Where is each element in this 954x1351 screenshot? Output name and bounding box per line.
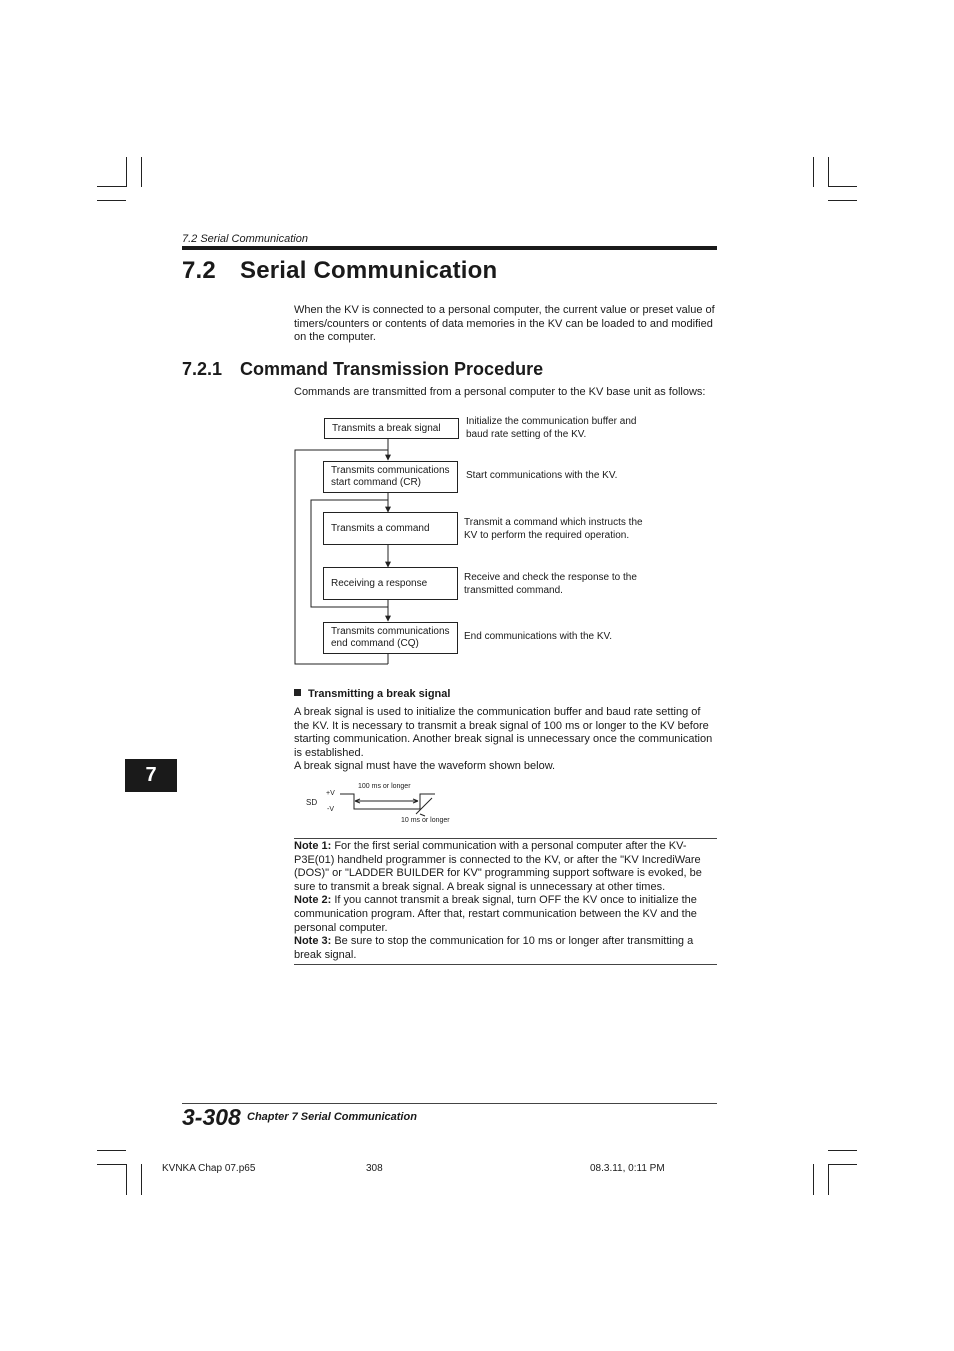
flow-step-description	[464, 517, 643, 542]
inner-loop-line	[311, 500, 388, 607]
note-1	[294, 840, 718, 894]
flow-step-label: start command (CR)	[331, 477, 422, 488]
section-number: 7.2	[182, 257, 216, 284]
page-number: 3-308	[182, 1104, 241, 1130]
notes-block	[294, 840, 718, 962]
intro-paragraph: When the KV is connected to a personal computer, the current value or preset value of timers/counters or contents of data memories in the KV can be loaded to and modified on the computer.	[294, 304, 715, 344]
waveform-duration-top: 100 ms or longer	[358, 783, 411, 790]
crop-mark	[126, 157, 127, 187]
waveform-note: A break signal must have the waveform shown below.	[294, 760, 556, 773]
chapter-tab: 7	[125, 759, 177, 792]
break-signal-heading-text: Transmitting a break signal	[308, 688, 451, 700]
procedure-intro: Commands are transmitted from a personal computer to the KV base unit as follows:	[294, 386, 706, 398]
waveform-plus-v-label: +V	[326, 790, 335, 797]
note-text: Be sure to stop the communication for 10 ms or longer after transmitting a break signal.	[294, 935, 694, 961]
crop-mark	[828, 200, 857, 201]
flow-step-end-command	[323, 622, 458, 654]
flow-step-description	[464, 631, 612, 644]
crop-mark	[126, 1164, 127, 1195]
crop-mark	[828, 157, 829, 187]
break-signal-paragraph: A break signal is used to initialize the communication buffer and baud rate setting of the KV. It is necessary to transmit a break signal of 100 ms or longer to the KV before starting communication. Another break signal is unnecessary once the communication is established.	[294, 706, 713, 759]
subsection-title	[182, 359, 543, 380]
flow-step-start-command	[323, 461, 458, 493]
note-label: Note 3:	[294, 935, 332, 948]
crop-mark	[828, 1150, 857, 1151]
flow-step-description	[466, 470, 617, 483]
crop-mark	[828, 1164, 829, 1195]
flow-step-description	[464, 572, 637, 597]
note-text: For the first serial communication with a personal computer after the KV-P3E(01) handheld programmer is connected to the KV, or after the "KV IncrediWare (DOS)" or "LADDER BUILDER for KV" programming support software is evoked, be sure to transmit a break signal. A break signal is unnecessary at other times.	[294, 840, 702, 893]
waveform-duration-bottom: 10 ms or longer	[401, 817, 450, 824]
note-label: Note 1:	[294, 840, 332, 852]
flow-step-description	[466, 416, 636, 441]
flow-desc-line: Transmit a command which instructs the	[464, 517, 643, 528]
flow-step-label: Transmits a command	[331, 522, 430, 534]
flow-desc-line: End communications with the KV.	[464, 631, 613, 642]
flow-desc-line: Receive and check the response to the	[464, 572, 637, 583]
note-3	[294, 935, 718, 962]
crop-mark	[813, 1164, 814, 1195]
break-signal-waveform	[300, 780, 470, 830]
note-text: If you cannot transmit a break signal, turn OFF the KV once to initialize the communication program. After that, restart communication between the KV and the personal computer.	[294, 894, 697, 934]
slug-page: 308	[366, 1163, 383, 1174]
crop-mark	[97, 200, 126, 201]
section-title-text: Serial Communication	[240, 257, 498, 284]
crop-mark	[97, 1150, 126, 1151]
flow-step-break-signal	[324, 418, 459, 439]
crop-mark	[141, 157, 142, 187]
flow-desc-line: Initialize the communication buffer and	[466, 416, 637, 427]
crop-mark	[97, 1164, 126, 1165]
outer-loop-line	[295, 450, 388, 664]
subsection-number: 7.2.1	[182, 359, 223, 379]
flow-desc-line: baud rate setting of the KV.	[466, 428, 587, 440]
flow-step-label: end command (CQ)	[331, 638, 419, 649]
slug-file: KVNKA Chap 07.p65	[162, 1163, 256, 1174]
waveform-minus-v-label: -V	[327, 806, 334, 813]
flow-step-label: Transmits communications	[331, 626, 450, 637]
header-rule	[182, 246, 717, 250]
waveform-sd-label: SD	[306, 798, 318, 807]
footer-chapter: Chapter 7 Serial Communication	[247, 1111, 417, 1123]
flow-step-label: Receiving a response	[331, 577, 428, 589]
flow-step-label: Transmits communications	[331, 465, 450, 476]
footer-rule	[182, 1103, 717, 1104]
flow-step-label: Transmits a break signal	[332, 422, 441, 434]
notes-bottom-rule	[294, 964, 717, 965]
slug-date: 08.3.11, 0:11 PM	[590, 1163, 665, 1174]
break-signal-body	[294, 706, 718, 774]
bullet-square-icon	[294, 689, 301, 696]
section-title	[182, 257, 497, 285]
flow-desc-line: Start communications with the KV.	[466, 470, 618, 481]
flow-step-transmit-command	[323, 512, 458, 545]
subsection-title-text: Command Transmission Procedure	[240, 359, 544, 379]
flow-desc-line: KV to perform the required operation.	[464, 529, 630, 541]
flow-desc-line: transmitted command.	[464, 584, 563, 596]
notes-top-rule	[294, 838, 717, 839]
crop-mark	[813, 157, 814, 187]
crop-mark	[828, 1164, 857, 1165]
flow-step-receive-response	[323, 567, 458, 600]
crop-mark	[141, 1164, 142, 1195]
crop-mark	[828, 186, 857, 187]
note-label: Note 2:	[294, 894, 332, 907]
crop-mark	[97, 186, 126, 187]
break-signal-heading	[294, 688, 450, 700]
running-head: 7.2 Serial Communication	[182, 233, 308, 245]
note-2	[294, 894, 718, 935]
